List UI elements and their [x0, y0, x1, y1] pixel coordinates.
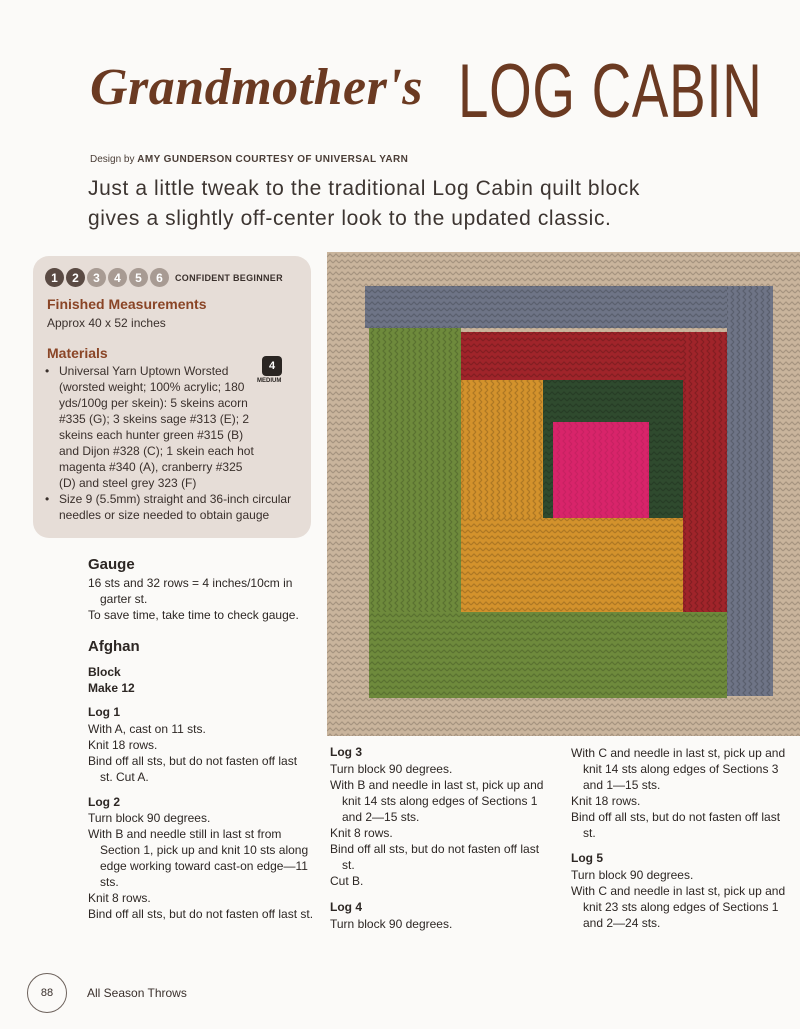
afghan-heading: Afghan [88, 638, 140, 655]
section-name: All Season Throws [87, 986, 187, 1000]
skill-level [45, 268, 283, 287]
log2-heading: Log 2 [88, 795, 120, 809]
log4-text-cont [571, 745, 793, 841]
block-heading: Block [88, 665, 121, 679]
log2-text [88, 810, 314, 922]
byline-prefix: Design by [90, 154, 135, 165]
yarn-weight-number: 4 [262, 356, 282, 376]
title-caps: LOG CABIN [458, 49, 763, 134]
log1-line: With A, cast on 11 sts. [88, 722, 206, 736]
log3-text [330, 761, 552, 889]
materials-item: • Size 9 (5.5mm) straight and 36-inch circular needles or size needed to obtain gauge [43, 491, 309, 523]
yarn-weight-label: MEDIUM [257, 378, 282, 384]
deck-line-2: gives a slightly off-center look to the updated classic. [88, 207, 612, 230]
log1-line: Bind off all sts, but do not fasten off last st. Cut A. [88, 754, 298, 784]
gauge-text [88, 575, 314, 623]
deck-line-1: Just a little tweak to the traditional Log Cabin quilt block [88, 177, 640, 200]
log3-heading: Log 3 [330, 745, 362, 759]
log1-heading: Log 1 [88, 705, 120, 719]
skill-dot: 1 [45, 268, 64, 287]
log4-line: Bind off all sts, but do not fasten off last st. [571, 810, 781, 840]
log2-line: Knit 8 rows. [88, 891, 151, 905]
log3-line: Cut B. [330, 874, 364, 888]
log3-line: With B and needle in last st, pick up and knit 14 sts along edges of Sections 1 and 2—15 sts. [330, 778, 544, 824]
log4-line: With C and needle in last st, pick up and knit 14 sts along edges of Sections 3 and 1—15 sts. [571, 746, 786, 792]
page-number: 88 [27, 973, 67, 1013]
finished-text: Approx 40 x 52 inches [47, 316, 166, 330]
log3-line: Turn block 90 degrees. [330, 762, 453, 776]
yarn-weight-icon [259, 356, 285, 390]
log5-line: Turn block 90 degrees. [571, 868, 694, 882]
log4-line: Knit 18 rows. [571, 794, 641, 808]
byline [90, 154, 408, 165]
log4-heading: Log 4 [330, 900, 362, 914]
log2-line: With B and needle still in last st from Section 1, pick up and knit 10 sts along edge working toward cast-on edge—11 sts. [88, 827, 309, 889]
gauge-heading: Gauge [88, 556, 135, 573]
log1-text [88, 721, 306, 785]
log3-line: Bind off all sts, but do not fasten off last st. [330, 842, 540, 872]
log5-heading: Log 5 [571, 851, 603, 865]
materials-item: • Universal Yarn Uptown Worsted (worsted weight; 100% acrylic; 180 yds/100g per skein): 5 skeins acorn #335 (G); 3 skeins sage #313 (E); 2 skeins each hunter green #315 (B) and Dijon #328 (C); 1 skein each hot magenta #340 (A), cranberry #325 (D) and steel grey 323 (F) [43, 363, 255, 491]
log-cabin-block-photo [327, 252, 800, 736]
gauge-line: 16 sts and 32 rows = 4 inches/10cm in garter st. [88, 576, 293, 606]
title-script: Grandmother's [90, 59, 424, 116]
log3-line: Knit 8 rows. [330, 826, 393, 840]
skill-dot: 3 [87, 268, 106, 287]
knit-block-illustration [327, 252, 800, 736]
skill-dot: 5 [129, 268, 148, 287]
log1-line: Knit 18 rows. [88, 738, 158, 752]
log5-line: With C and needle in last st, pick up and knit 23 sts along edges of Sections 1 and 2—24 sts. [571, 884, 786, 930]
skill-label: CONFIDENT BEGINNER [175, 272, 283, 283]
finished-heading: Finished Measurements [47, 296, 207, 312]
gauge-line: To save time, take time to check gauge. [88, 608, 299, 622]
info-box [33, 256, 311, 538]
log2-line: Bind off all sts, but do not fasten off last st. [88, 907, 314, 921]
byline-names: AMY GUNDERSON COURTESY OF UNIVERSAL YARN [137, 154, 409, 165]
log2-line: Turn block 90 degrees. [88, 811, 211, 825]
skill-dot: 2 [66, 268, 85, 287]
log4-line: Turn block 90 degrees. [330, 917, 453, 931]
skill-dot: 6 [150, 268, 169, 287]
log4-text-start [330, 916, 552, 932]
log5-text [571, 867, 793, 931]
materials-heading: Materials [47, 345, 108, 361]
make-heading: Make 12 [88, 681, 135, 695]
skill-dot: 4 [108, 268, 127, 287]
deck [88, 174, 728, 234]
